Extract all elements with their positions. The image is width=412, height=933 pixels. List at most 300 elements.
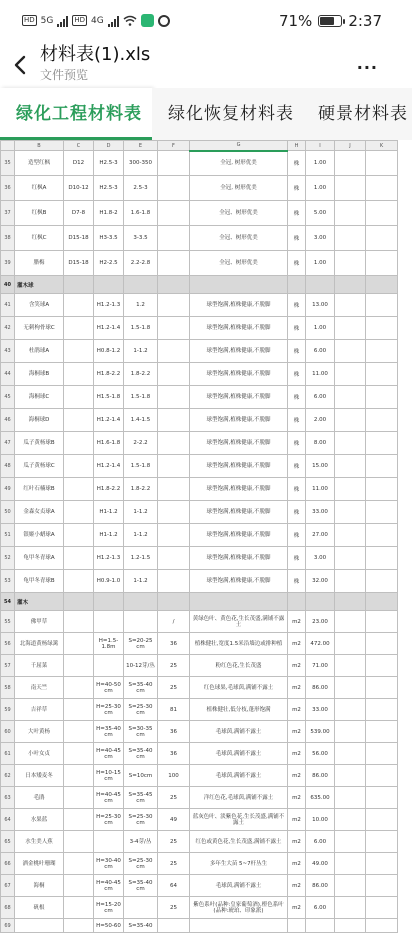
table-cell[interactable]: m2 (288, 721, 306, 743)
table-cell[interactable] (288, 919, 306, 933)
table-cell[interactable]: S=25-30 cm (124, 809, 158, 831)
table-cell[interactable]: H1.2-1.4 (94, 455, 124, 478)
table-cell[interactable] (64, 386, 94, 409)
column-header[interactable]: F (158, 141, 190, 151)
row-number[interactable]: 64 (1, 809, 15, 831)
table-cell[interactable]: 含笑球A (15, 294, 64, 317)
table-cell[interactable]: 瓜子黄杨球B (15, 432, 64, 455)
table-cell[interactable] (335, 294, 366, 317)
back-arrow-icon[interactable] (10, 52, 30, 78)
table-cell[interactable]: S=35-45 cm (124, 787, 158, 809)
table-cell[interactable]: 81 (158, 699, 190, 721)
table-cell[interactable]: 64 (158, 875, 190, 897)
table-cell[interactable] (64, 721, 94, 743)
column-header[interactable]: G (190, 141, 288, 151)
table-cell[interactable]: m2 (288, 677, 306, 699)
table-cell[interactable]: m2 (288, 765, 306, 787)
table-cell[interactable]: 539.00 (306, 721, 335, 743)
row-number[interactable]: 67 (1, 875, 15, 897)
table-cell[interactable]: 株 (288, 455, 306, 478)
table-cell[interactable]: 水生美人蕉 (15, 831, 64, 853)
table-cell[interactable]: 1-1.2 (124, 340, 158, 363)
table-cell[interactable] (64, 655, 94, 677)
column-header[interactable]: H (288, 141, 306, 151)
table-cell[interactable] (124, 611, 158, 633)
table-cell[interactable]: 水果蓝 (15, 809, 64, 831)
table-cell[interactable]: 86.00 (306, 875, 335, 897)
row-number[interactable]: 47 (1, 432, 15, 455)
table-cell[interactable] (366, 151, 398, 176)
row-number[interactable]: 52 (1, 547, 15, 570)
table-cell[interactable]: 25 (158, 831, 190, 853)
table-cell[interactable]: H=40-45 cm (94, 743, 124, 765)
table-cell[interactable] (158, 478, 190, 501)
table-cell[interactable] (64, 432, 94, 455)
table-cell[interactable]: 635.00 (306, 787, 335, 809)
row-number[interactable]: 39 (1, 251, 15, 276)
table-cell[interactable]: 11.00 (306, 363, 335, 386)
table-cell[interactable] (64, 787, 94, 809)
table-cell[interactable] (64, 524, 94, 547)
table-cell[interactable]: 6.00 (306, 340, 335, 363)
table-cell[interactable]: 10.00 (306, 809, 335, 831)
table-cell[interactable] (366, 409, 398, 432)
row-number[interactable]: 55 (1, 611, 15, 633)
table-cell[interactable]: 56.00 (306, 743, 335, 765)
table-cell[interactable]: m2 (288, 633, 306, 655)
spreadsheet-view[interactable] (0, 140, 400, 929)
table-cell[interactable]: S=35-40 cm (124, 743, 158, 765)
table-cell[interactable] (335, 276, 366, 294)
tab-hardscape-materials[interactable]: 硬景材料表 (302, 88, 412, 140)
table-cell[interactable] (335, 699, 366, 721)
table-cell[interactable]: 1.00 (306, 151, 335, 176)
table-cell[interactable] (64, 340, 94, 363)
table-cell[interactable]: 36 (158, 633, 190, 655)
table-cell[interactable] (335, 919, 366, 933)
table-cell[interactable] (306, 276, 335, 294)
table-cell[interactable] (366, 611, 398, 633)
table-cell[interactable] (158, 251, 190, 276)
table-cell[interactable]: H=35-40 cm (94, 721, 124, 743)
table-cell[interactable]: S=35-40 cm (124, 677, 158, 699)
row-number[interactable]: 40 (1, 276, 15, 294)
table-cell[interactable]: 全冠、树形优美 (190, 226, 288, 251)
table-cell[interactable]: 造型红枫 (15, 151, 64, 176)
table-cell[interactable]: H1-1.2 (94, 524, 124, 547)
table-cell[interactable]: H0.9-1.0 (94, 570, 124, 593)
table-cell[interactable] (335, 226, 366, 251)
table-cell[interactable] (366, 743, 398, 765)
table-cell[interactable]: 球型饱满,植株健康,不脱脚 (190, 294, 288, 317)
table-cell[interactable]: 3-3.5 (124, 226, 158, 251)
table-cell[interactable]: 86.00 (306, 765, 335, 787)
table-cell[interactable] (64, 919, 94, 933)
table-cell[interactable] (366, 831, 398, 853)
table-cell[interactable]: H=50-60 (94, 919, 124, 933)
table-cell[interactable]: 6.00 (306, 897, 335, 919)
tab-greening-restoration[interactable]: 绿化恢复材料表 (152, 88, 302, 140)
column-header[interactable]: E (124, 141, 158, 151)
table-cell[interactable] (190, 276, 288, 294)
table-cell[interactable]: H1.5-1.8 (94, 386, 124, 409)
table-cell[interactable] (64, 633, 94, 655)
table-cell[interactable] (335, 151, 366, 176)
table-cell[interactable] (306, 593, 335, 611)
table-cell[interactable]: S=20-25 cm (124, 633, 158, 655)
table-cell[interactable] (335, 743, 366, 765)
table-cell[interactable]: 球型饱满,植株健康,不脱脚 (190, 317, 288, 340)
table-cell[interactable] (335, 853, 366, 875)
table-cell[interactable]: 洋红色花,毛球茵,满铺不露土 (190, 787, 288, 809)
table-cell[interactable] (366, 875, 398, 897)
table-cell[interactable]: 1.8-2.2 (124, 478, 158, 501)
table-cell[interactable]: H=15-20 cm (94, 897, 124, 919)
table-cell[interactable]: 全冠、树形优美 (190, 251, 288, 276)
table-cell[interactable] (64, 570, 94, 593)
table-cell[interactable] (366, 919, 398, 933)
table-cell[interactable] (366, 317, 398, 340)
table-cell[interactable]: 球型饱满,植株健康,不脱脚 (190, 478, 288, 501)
table-cell[interactable] (64, 831, 94, 853)
table-cell[interactable] (64, 897, 94, 919)
column-header[interactable]: K (366, 141, 398, 151)
table-cell[interactable]: 毛球茵,满铺不露土 (190, 765, 288, 787)
table-cell[interactable]: H2.5-3 (94, 151, 124, 176)
table-cell[interactable] (366, 655, 398, 677)
row-number[interactable]: 44 (1, 363, 15, 386)
table-cell[interactable] (64, 853, 94, 875)
table-cell[interactable]: 红叶石楠球B (15, 478, 64, 501)
table-cell[interactable] (158, 919, 190, 933)
row-number[interactable]: 60 (1, 721, 15, 743)
table-cell[interactable]: 北海道黄杨绿篱 (15, 633, 64, 655)
table-cell[interactable] (335, 317, 366, 340)
table-cell[interactable]: D15-18 (64, 226, 94, 251)
table-cell[interactable] (64, 809, 94, 831)
table-cell[interactable] (366, 547, 398, 570)
table-cell[interactable]: 全冠, 树形优美 (190, 176, 288, 201)
table-cell[interactable]: 15.00 (306, 455, 335, 478)
table-cell[interactable]: 灌木球 (15, 276, 64, 294)
table-cell[interactable]: S=25-30 cm (124, 699, 158, 721)
table-cell[interactable] (158, 593, 190, 611)
table-cell[interactable] (158, 409, 190, 432)
table-cell[interactable]: 球型饱满,植株健康,不脱脚 (190, 455, 288, 478)
table-cell[interactable]: 株 (288, 409, 306, 432)
table-cell[interactable] (366, 226, 398, 251)
table-cell[interactable]: 33.00 (306, 699, 335, 721)
table-cell[interactable]: 植株健壮,低分枝,蓬形饱满 (190, 699, 288, 721)
table-cell[interactable] (288, 276, 306, 294)
table-cell[interactable]: 大叶黄杨 (15, 721, 64, 743)
row-number[interactable]: 42 (1, 317, 15, 340)
row-number[interactable]: 57 (1, 655, 15, 677)
table-cell[interactable] (64, 317, 94, 340)
table-cell[interactable]: 银姬小蜡球A (15, 524, 64, 547)
table-cell[interactable]: 多年生大苗 5~7杆丛生 (190, 853, 288, 875)
table-cell[interactable] (335, 831, 366, 853)
table-cell[interactable]: 25 (158, 853, 190, 875)
table-cell[interactable] (366, 570, 398, 593)
table-cell[interactable]: m2 (288, 897, 306, 919)
table-cell[interactable]: 36 (158, 743, 190, 765)
table-cell[interactable]: H2.5-3 (94, 176, 124, 201)
table-cell[interactable] (190, 593, 288, 611)
table-cell[interactable]: 25 (158, 677, 190, 699)
table-cell[interactable] (190, 919, 288, 933)
table-cell[interactable] (335, 478, 366, 501)
table-cell[interactable]: 1-1.2 (124, 570, 158, 593)
table-cell[interactable]: 100 (158, 765, 190, 787)
row-number[interactable]: 36 (1, 176, 15, 201)
table-cell[interactable]: m2 (288, 699, 306, 721)
table-cell[interactable]: H=25-30 cm (94, 699, 124, 721)
column-header[interactable]: J (335, 141, 366, 151)
table-cell[interactable]: D15-18 (64, 251, 94, 276)
table-cell[interactable]: 腊梅 (15, 251, 64, 276)
table-cell[interactable]: 球型饱满,植株健康,不脱脚 (190, 409, 288, 432)
table-cell[interactable] (158, 386, 190, 409)
table-cell[interactable]: 11.00 (306, 478, 335, 501)
table-cell[interactable]: 株 (288, 294, 306, 317)
table-cell[interactable] (366, 677, 398, 699)
table-cell[interactable]: 株 (288, 151, 306, 176)
table-cell[interactable]: 红枫B (15, 201, 64, 226)
table-cell[interactable]: 1-1.2 (124, 501, 158, 524)
row-number[interactable]: 65 (1, 831, 15, 853)
table-cell[interactable]: H=40-50 cm (94, 677, 124, 699)
table-cell[interactable] (366, 294, 398, 317)
table-cell[interactable] (64, 765, 94, 787)
table-cell[interactable]: 全冠、树形优美 (190, 201, 288, 226)
table-cell[interactable]: 球型饱满,植株健康,不脱脚 (190, 432, 288, 455)
table-cell[interactable]: 25 (158, 787, 190, 809)
table-cell[interactable]: 6.00 (306, 386, 335, 409)
table-cell[interactable]: 1.2 (124, 294, 158, 317)
table-cell[interactable]: 海桐球C (15, 386, 64, 409)
table-cell[interactable] (94, 611, 124, 633)
table-cell[interactable]: 株 (288, 317, 306, 340)
table-cell[interactable] (306, 919, 335, 933)
row-number[interactable]: 50 (1, 501, 15, 524)
table-cell[interactable]: 33.00 (306, 501, 335, 524)
table-cell[interactable]: 洒金桃叶珊瑚 (15, 853, 64, 875)
row-number[interactable]: 43 (1, 340, 15, 363)
table-cell[interactable]: 球型饱满,植株健康,不脱脚 (190, 386, 288, 409)
table-cell[interactable]: H=30-40 cm (94, 853, 124, 875)
table-cell[interactable] (158, 547, 190, 570)
row-number[interactable]: 41 (1, 294, 15, 317)
table-cell[interactable]: 49.00 (306, 853, 335, 875)
table-cell[interactable]: 8.00 (306, 432, 335, 455)
table-cell[interactable] (366, 593, 398, 611)
table-cell[interactable] (64, 409, 94, 432)
table-cell[interactable] (64, 875, 94, 897)
table-cell[interactable]: 球型饱满,植株健康,不脱脚 (190, 547, 288, 570)
table-cell[interactable]: 南天竺 (15, 677, 64, 699)
table-cell[interactable]: 株 (288, 176, 306, 201)
table-cell[interactable]: 株 (288, 363, 306, 386)
table-cell[interactable] (335, 677, 366, 699)
table-cell[interactable] (94, 593, 124, 611)
table-cell[interactable] (335, 340, 366, 363)
row-number[interactable]: 46 (1, 409, 15, 432)
table-cell[interactable]: 86.00 (306, 677, 335, 699)
table-cell[interactable] (335, 386, 366, 409)
table-cell[interactable]: 植株健壮,宽度1.5米沿墙边或排种植 (190, 633, 288, 655)
table-cell[interactable] (158, 317, 190, 340)
table-cell[interactable]: S=35-40 (124, 919, 158, 933)
tab-greening-materials[interactable]: 绿化工程材料表 (0, 88, 152, 140)
row-number[interactable]: 63 (1, 787, 15, 809)
table-cell[interactable] (335, 501, 366, 524)
table-cell[interactable] (158, 176, 190, 201)
table-cell[interactable]: 吉祥草 (15, 699, 64, 721)
table-cell[interactable]: H=1.5-1.8m (94, 633, 124, 655)
table-cell[interactable] (366, 201, 398, 226)
table-cell[interactable]: 1.5-1.8 (124, 455, 158, 478)
table-cell[interactable] (335, 363, 366, 386)
column-header[interactable]: I (306, 141, 335, 151)
table-cell[interactable] (366, 809, 398, 831)
column-header[interactable]: C (64, 141, 94, 151)
table-cell[interactable]: 25 (158, 655, 190, 677)
table-cell[interactable]: 红色或黄色花,生长茂盛,满铺不露土 (190, 831, 288, 853)
table-cell[interactable] (335, 611, 366, 633)
table-cell[interactable]: 小叶女贞 (15, 743, 64, 765)
table-cell[interactable]: 全冠, 树形优美 (190, 151, 288, 176)
table-cell[interactable] (335, 547, 366, 570)
table-cell[interactable]: 36 (158, 721, 190, 743)
column-header[interactable]: D (94, 141, 124, 151)
table-cell[interactable]: 龟甲冬青球A (15, 547, 64, 570)
table-cell[interactable] (366, 363, 398, 386)
table-cell[interactable] (94, 655, 124, 677)
table-cell[interactable]: 2-2.2 (124, 432, 158, 455)
table-cell[interactable]: 1.4-1.5 (124, 409, 158, 432)
table-cell[interactable]: S=30-35 cm (124, 721, 158, 743)
table-cell[interactable] (366, 501, 398, 524)
table-cell[interactable] (366, 721, 398, 743)
table-cell[interactable]: H=10-15 cm (94, 765, 124, 787)
table-cell[interactable]: 毛球茵,满铺不露土 (190, 743, 288, 765)
table-cell[interactable]: 2.00 (306, 409, 335, 432)
table-cell[interactable] (288, 593, 306, 611)
row-number[interactable]: 69 (1, 919, 15, 933)
table-cell[interactable]: 10-12芽/丛 (124, 655, 158, 677)
table-cell[interactable] (366, 524, 398, 547)
table-cell[interactable]: 株 (288, 432, 306, 455)
table-cell[interactable]: 株 (288, 251, 306, 276)
table-cell[interactable]: 1.2-1.5 (124, 547, 158, 570)
table-cell[interactable]: 黄绿色叶、黄色花,生长茂盛,满铺不露土 (190, 611, 288, 633)
table-cell[interactable]: H1.6-1.8 (94, 432, 124, 455)
table-cell[interactable] (335, 201, 366, 226)
table-cell[interactable]: 6.00 (306, 831, 335, 853)
table-cell[interactable] (335, 432, 366, 455)
table-cell[interactable] (335, 765, 366, 787)
table-cell[interactable] (335, 655, 366, 677)
table-cell[interactable]: H1.2-1.3 (94, 294, 124, 317)
table-cell[interactable]: H1.2-1.4 (94, 317, 124, 340)
table-cell[interactable]: 无刺枸骨球C (15, 317, 64, 340)
table-cell[interactable] (335, 409, 366, 432)
table-cell[interactable]: 1.8-2.2 (124, 363, 158, 386)
table-cell[interactable]: m2 (288, 787, 306, 809)
table-cell[interactable]: S=25-30 cm (124, 853, 158, 875)
table-cell[interactable] (366, 478, 398, 501)
table-cell[interactable]: 株 (288, 570, 306, 593)
table-cell[interactable] (335, 251, 366, 276)
row-number[interactable]: 45 (1, 386, 15, 409)
table-cell[interactable] (158, 363, 190, 386)
table-cell[interactable] (366, 699, 398, 721)
table-cell[interactable] (64, 478, 94, 501)
table-cell[interactable] (64, 455, 94, 478)
table-cell[interactable]: 佛甲草 (15, 611, 64, 633)
table-cell[interactable] (158, 432, 190, 455)
table-cell[interactable]: 300-350 (124, 151, 158, 176)
table-cell[interactable] (64, 593, 94, 611)
table-cell[interactable] (64, 294, 94, 317)
table-cell[interactable] (124, 593, 158, 611)
table-cell[interactable]: H3-3.5 (94, 226, 124, 251)
table-cell[interactable]: 23.00 (306, 611, 335, 633)
table-cell[interactable]: 球型饱满,植株健康,不脱脚 (190, 570, 288, 593)
table-cell[interactable] (124, 897, 158, 919)
table-cell[interactable] (124, 276, 158, 294)
table-cell[interactable]: 矾根 (15, 897, 64, 919)
row-number[interactable]: 49 (1, 478, 15, 501)
table-cell[interactable] (366, 633, 398, 655)
row-number[interactable]: 68 (1, 897, 15, 919)
table-cell[interactable] (64, 743, 94, 765)
table-cell[interactable] (64, 501, 94, 524)
table-cell[interactable]: 毛球茵,满铺不露土 (190, 875, 288, 897)
table-cell[interactable]: 472.00 (306, 633, 335, 655)
row-number[interactable]: 37 (1, 201, 15, 226)
table-cell[interactable] (335, 809, 366, 831)
table-cell[interactable]: 株 (288, 226, 306, 251)
table-cell[interactable]: 3-4芽/丛 (124, 831, 158, 853)
table-cell[interactable]: 红枫A (15, 176, 64, 201)
table-cell[interactable]: 杜鹃球A (15, 340, 64, 363)
table-cell[interactable]: 粉红色花,生长茂盛 (190, 655, 288, 677)
table-cell[interactable]: 1.00 (306, 251, 335, 276)
table-cell[interactable] (366, 765, 398, 787)
table-cell[interactable]: 球型饱满,植株健康,不脱脚 (190, 524, 288, 547)
table-cell[interactable]: 紫色系叶(品种:皇家葡萄酒),橙色系叶(品种:琥珀、印象派) (190, 897, 288, 919)
table-cell[interactable]: 海桐球B (15, 363, 64, 386)
table-cell[interactable]: 1.5-1.8 (124, 317, 158, 340)
table-cell[interactable]: 株 (288, 386, 306, 409)
table-cell[interactable]: 5.00 (306, 201, 335, 226)
table-cell[interactable] (158, 151, 190, 176)
table-cell[interactable]: H1.8-2.2 (94, 478, 124, 501)
table-cell[interactable]: 27.00 (306, 524, 335, 547)
table-cell[interactable]: 株 (288, 478, 306, 501)
table-cell[interactable] (94, 276, 124, 294)
row-number[interactable]: 56 (1, 633, 15, 655)
table-cell[interactable]: D10-12 (64, 176, 94, 201)
table-cell[interactable]: m2 (288, 809, 306, 831)
table-cell[interactable]: 日本矮麦冬 (15, 765, 64, 787)
table-cell[interactable]: 25 (158, 897, 190, 919)
table-cell[interactable] (335, 176, 366, 201)
table-cell[interactable] (366, 455, 398, 478)
table-cell[interactable] (64, 611, 94, 633)
